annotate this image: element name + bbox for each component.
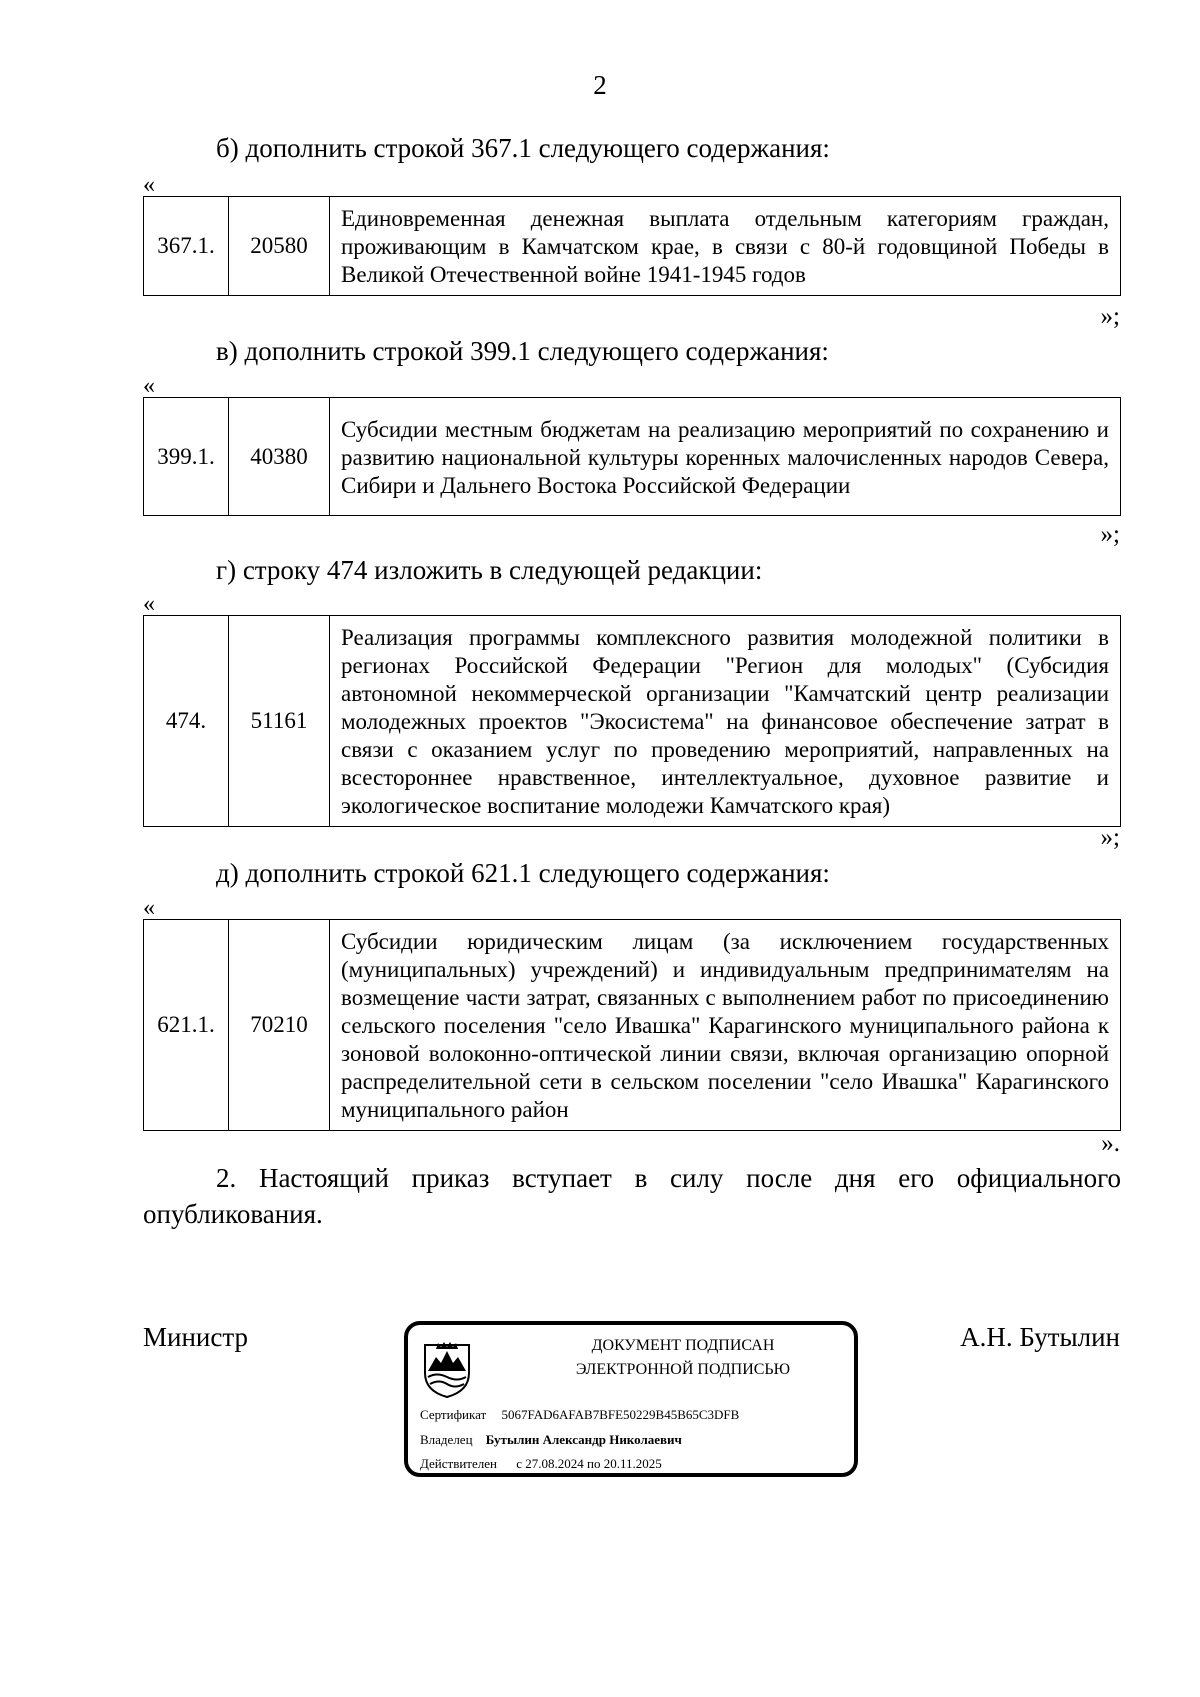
row-description: Субсидии местным бюджетам на реализацию мероприятий по сохранению и развитию национальной культуры коренных малочисленных народов Севера, Сибири и Дальнего Востока Российской Федерации — [330, 398, 1121, 516]
table-row-399-1 — [143, 397, 1121, 516]
valid-to-prefix: по — [587, 1456, 601, 1471]
open-quote: « — [143, 895, 155, 921]
close-quote: »; — [1100, 521, 1120, 548]
signature-position: Министр — [143, 1322, 248, 1352]
owner-value: Бутылин Александр Николаевич — [485, 1432, 682, 1447]
stamp-title-line1: ДОКУМЕНТ ПОДПИСАН — [591, 1337, 775, 1354]
row-code: 70210 — [229, 920, 330, 1131]
close-quote: »; — [1100, 824, 1120, 851]
close-quote: ». — [1101, 1130, 1120, 1157]
section-heading-g: г) строку 474 изложить в следующей редакции: — [216, 555, 763, 585]
row-code: 51161 — [229, 616, 330, 827]
valid-from-prefix: с — [516, 1456, 522, 1471]
electronic-signature-stamp — [404, 1321, 858, 1477]
table-row-474 — [143, 615, 1121, 827]
owner-label: Владелец — [420, 1432, 473, 1447]
open-quote: « — [143, 591, 155, 617]
row-number: 367.1. — [144, 197, 229, 296]
valid-from: 27.08.2024 — [525, 1456, 584, 1471]
row-description: Единовременная денежная выплата отдельным категориям граждан, проживающим в Камчатском крае, в связи с 80-й годовщиной Победы в Великой Отечественной войне 1941-1945 годов — [330, 197, 1121, 296]
row-code: 40380 — [229, 398, 330, 516]
stamp-title-line2: ЭЛЕКТРОННОЙ ПОДПИСЬЮ — [575, 1361, 791, 1378]
row-description: Реализация программы комплексного развития молодежной политики в регионах Российской Федерации "Регион для молодых" (Субсидия автономной некоммерческой организации "Камчатский центр реализации молодежных проектов "Экосистема" на финансовое обеспечение затрат в связи с оказанием услуг по проведению мероприятий, направленных на всестороннее нравственное, интеллектуальное, духовное развитие и экологическое воспитание молодежи Камчатского края) — [330, 616, 1121, 827]
section-heading-v: в) дополнить строкой 399.1 следующего содержания: — [216, 336, 829, 366]
valid-to: 20.11.2025 — [603, 1456, 662, 1471]
table-row-621-1 — [143, 919, 1121, 1131]
row-number: 399.1. — [144, 398, 229, 516]
final-paragraph: 2. Настоящий приказ вступает в силу после дня его официального опубликования. — [143, 1163, 1121, 1229]
open-quote: « — [143, 373, 155, 399]
stamp-certificate — [420, 1407, 739, 1423]
kamchatka-emblem-icon — [422, 1339, 472, 1399]
signature-name: А.Н. Бутылин — [960, 1322, 1120, 1352]
valid-label: Действителен — [420, 1456, 497, 1471]
section-heading-d: д) дополнить строкой 621.1 следующего содержания: — [216, 858, 830, 888]
row-number: 621.1. — [144, 920, 229, 1131]
close-quote: »; — [1100, 303, 1120, 330]
section-heading-b: б) дополнить строкой 367.1 следующего содержания: — [216, 133, 830, 163]
open-quote: « — [143, 172, 155, 198]
cert-label: Сертификат — [420, 1407, 487, 1422]
page-number: 2 — [593, 70, 607, 100]
stamp-owner — [420, 1432, 682, 1448]
stamp-validity — [420, 1456, 662, 1472]
row-description: Субсидии юридическим лицам (за исключением государственных (муниципальных) учреждений) и индивидуальным предпринимателям на возмещение части затрат, связанных с выполнением работ по присоединению сельского поселения "село Ивашка" Карагинского муниципального района к зоновой волоконно-оптической линии связи, включая организацию опорной распределительной сети в сельском поселении "село Ивашка" Карагинского муниципального район — [330, 920, 1121, 1131]
table-row-367-1 — [143, 196, 1121, 296]
row-code: 20580 — [229, 197, 330, 296]
row-number: 474. — [144, 616, 229, 827]
cert-value: 5067FAD6AFAB7BFE50229B45B65C3DFB — [501, 1407, 740, 1422]
